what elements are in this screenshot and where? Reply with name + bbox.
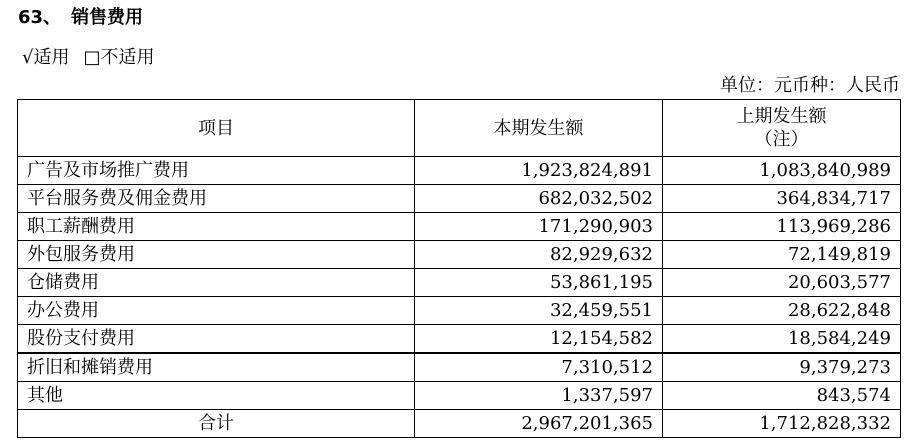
header-previous-period-label: 上期发生额 — [736, 106, 827, 127]
row-item-name: 平台服务费及佣金费用 — [18, 185, 415, 213]
total-row — [18, 410, 901, 438]
not-applicable-option: □不适用 — [83, 47, 155, 68]
row-current-amount: 32,459,551 — [415, 297, 663, 325]
row-previous-amount: 843,574 — [663, 382, 901, 410]
header-item: 项目 — [18, 100, 415, 157]
table-row — [18, 213, 901, 241]
section-number: 63、 — [18, 7, 62, 28]
row-current-amount: 682,032,502 — [415, 185, 663, 213]
table-row — [18, 353, 901, 382]
row-item-name: 职工薪酬费用 — [18, 213, 415, 241]
table-row — [18, 297, 901, 325]
header-previous-period-note: （注） — [754, 129, 809, 150]
table-row — [18, 269, 901, 297]
total-previous-amount: 1,712,828,332 — [663, 410, 901, 438]
row-item-name: 广告及市场推广费用 — [18, 157, 415, 185]
section-title: 销售费用 — [71, 7, 144, 28]
header-current-period: 本期发生额 — [415, 100, 663, 157]
row-previous-amount: 28,622,848 — [663, 297, 901, 325]
selling-expenses-table — [17, 99, 901, 438]
row-current-amount: 7,310,512 — [415, 353, 663, 382]
row-current-amount: 1,923,824,891 — [415, 157, 663, 185]
row-current-amount: 12,154,582 — [415, 325, 663, 354]
row-current-amount: 82,929,632 — [415, 241, 663, 269]
row-current-amount: 53,861,195 — [415, 269, 663, 297]
row-previous-amount: 1,083,840,989 — [663, 157, 901, 185]
row-item-name: 股份支付费用 — [18, 325, 415, 354]
table-row — [18, 157, 901, 185]
row-item-name: 仓储费用 — [18, 269, 415, 297]
row-item-name: 折旧和摊销费用 — [18, 353, 415, 382]
table-row — [18, 382, 901, 410]
section-heading — [18, 6, 143, 30]
row-previous-amount: 20,603,577 — [663, 269, 901, 297]
header-previous-period — [663, 100, 901, 157]
row-current-amount: 1,337,597 — [415, 382, 663, 410]
applicable-option: √适用 — [22, 47, 70, 68]
total-label: 合计 — [18, 410, 415, 438]
row-previous-amount: 364,834,717 — [663, 185, 901, 213]
row-current-amount: 171,290,903 — [415, 213, 663, 241]
row-previous-amount: 18,584,249 — [663, 325, 901, 354]
table-row — [18, 241, 901, 269]
table-row — [18, 185, 901, 213]
row-item-name: 外包服务费用 — [18, 241, 415, 269]
row-previous-amount: 72,149,819 — [663, 241, 901, 269]
total-current-amount: 2,967,201,365 — [415, 410, 663, 438]
applicability-options — [22, 46, 155, 70]
currency-unit-note: 单位：元币种：人民币 — [720, 75, 900, 96]
row-previous-amount: 113,969,286 — [663, 213, 901, 241]
row-previous-amount: 9,379,273 — [663, 353, 901, 382]
table-header-row — [18, 100, 901, 157]
table-row — [18, 325, 901, 354]
row-item-name: 其他 — [18, 382, 415, 410]
table-body — [18, 157, 901, 438]
row-item-name: 办公费用 — [18, 297, 415, 325]
